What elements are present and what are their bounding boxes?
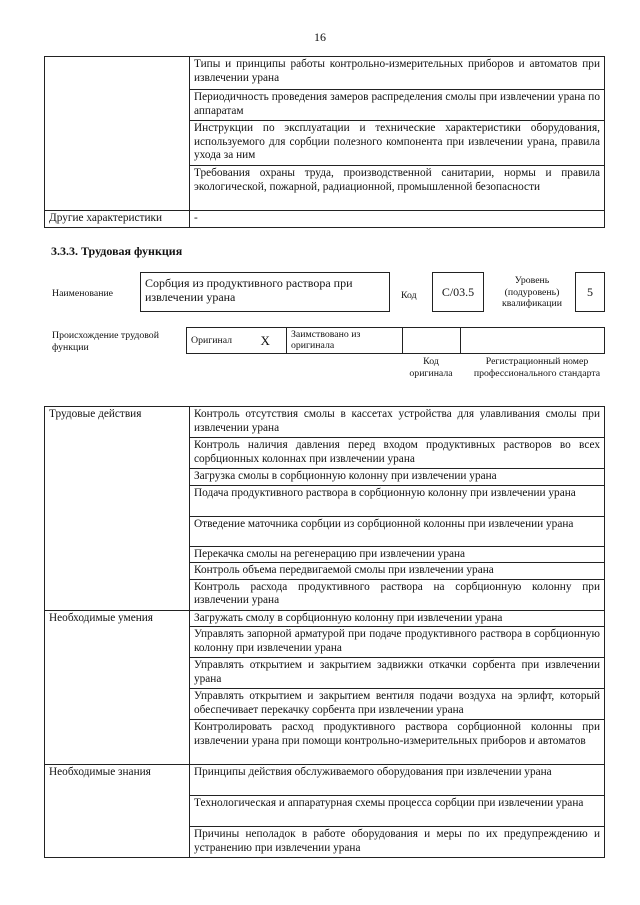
row-label xyxy=(45,57,190,211)
list-item: Управлять запорной арматурой при подаче продуктивного раствора в сорбционную колонну при извлечении урана xyxy=(190,627,605,658)
code-original-label: Код оригинала xyxy=(409,356,453,379)
origin-table xyxy=(186,327,605,354)
row-text: Требования охраны труда, производственной санитарии, нормы и правила экологической, пожарной, радиационной, промышленной безопасности xyxy=(190,166,605,211)
page-number: 16 xyxy=(314,30,326,44)
list-item: Загрузка смолы в сорбционную колонну при извлечении урана xyxy=(190,469,605,486)
list-item: Подача продуктивного раствора в сорбционную колонну при извлечении урана xyxy=(190,485,605,516)
level-value: 5 xyxy=(575,272,605,312)
code-original-cell xyxy=(403,328,461,354)
knowledge-table-continued xyxy=(44,56,605,228)
origin-label: Происхождение трудовой функции xyxy=(52,330,159,353)
labor-function-table xyxy=(44,406,605,858)
row-text: Инструкции по эксплуатации и технические характеристики оборудования, используемого для сорбции полезного компонента при извлечении урана, правила ухода за ним xyxy=(190,121,605,166)
list-item: Принципы действия обслуживаемого оборудования при извлечении урана xyxy=(190,765,605,796)
list-item: Контроль наличия давления перед входом продуктивных растворов во всех сорбционных колоннах при извлечении урана xyxy=(190,438,605,469)
list-item: Управлять открытием и закрытием вентиля подачи воздуха на эрлифт, который обеспечивает перекачку сорбента при извлечении урана xyxy=(190,689,605,720)
list-item: Загружать смолу в сорбционную колонну при извлечении урана xyxy=(190,610,605,627)
row-text: - xyxy=(190,211,605,228)
level-label: Уровень (подуровень) квалификации xyxy=(501,275,563,309)
list-item: Контроль объема передвигаемой смолы при извлечении урана xyxy=(190,563,605,580)
table-row xyxy=(45,765,605,796)
row-text: Типы и принципы работы контрольно-измерительных приборов и автоматов при извлечении урана xyxy=(190,57,605,90)
borrowed-label: Заимствовано из оригинала xyxy=(287,328,403,354)
row-label: Другие характеристики xyxy=(45,211,190,228)
name-label: Наименование xyxy=(52,288,114,299)
original-label: Оригинал xyxy=(187,328,245,354)
table-row xyxy=(45,57,605,90)
list-item: Управлять открытием и закрытием задвижки откачки сорбента при извлечении урана xyxy=(190,658,605,689)
group-label-skills: Необходимые умения xyxy=(45,610,190,765)
table-row xyxy=(45,407,605,438)
list-item: Контроль отсутствия смолы в кассетах устройства для улавливания смолы при извлечении урана xyxy=(190,407,605,438)
original-mark: X xyxy=(245,328,287,354)
list-item: Контроль расхода продуктивного раствора на сорбционную колонну при извлечении урана xyxy=(190,579,605,610)
function-name: Сорбция из продуктивного раствора при извлечении урана xyxy=(140,272,390,312)
reg-number-label: Регистрационный номер профессионального стандарта xyxy=(473,356,601,379)
code-label: Код xyxy=(401,290,417,301)
table-row xyxy=(45,211,605,228)
list-item: Контролировать расход продуктивного раствора сорбционной колонны при извлечении урана при помощи контрольно-измерительных приборов и автоматов xyxy=(190,720,605,765)
section-title: 3.3.3. Трудовая функция xyxy=(51,244,183,258)
reg-number-cell xyxy=(461,328,605,354)
list-item: Причины неполадок в работе оборудования и меры по их предупреждению и устранению при извлечении урана xyxy=(190,827,605,858)
list-item: Технологическая и аппаратурная схемы процесса сорбции при извлечении урана xyxy=(190,796,605,827)
list-item: Перекачка смолы на регенерацию при извлечении урана xyxy=(190,546,605,563)
group-label-knowledge: Необходимые знания xyxy=(45,765,190,858)
group-label-actions: Трудовые действия xyxy=(45,407,190,611)
row-text: Периодичность проведения замеров распределения смолы при извлечении урана по аппаратам xyxy=(190,90,605,121)
list-item: Отведение маточника сорбции из сорбционной колонны при извлечении урана xyxy=(190,516,605,546)
table-row xyxy=(45,610,605,627)
code-value: C/03.5 xyxy=(432,272,484,312)
